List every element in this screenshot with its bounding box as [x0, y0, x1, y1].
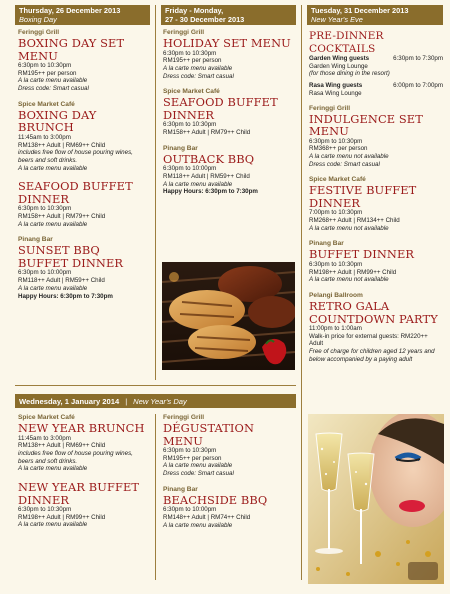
menu-line: Walk-in price for external guests: RM220++ Adult: [309, 332, 428, 348]
menu-line: A la carte menu available: [18, 77, 88, 85]
menu-title: BOXING DAY SET MENU: [18, 36, 125, 63]
menu-title: PRE-DINNER COCKTAILS: [309, 30, 384, 55]
venue-name: Feringgi Grill: [309, 104, 351, 112]
menu-line: A la carte menu not available: [309, 152, 389, 160]
column-wed-right: [163, 414, 296, 537]
menu-line: RM198++ Adult | RM99++ Child: [18, 513, 106, 521]
menu-block: [163, 145, 296, 196]
menu-line: RM368++ per person: [309, 145, 368, 153]
venue-name: Feringgi Grill: [18, 29, 60, 36]
menu-line: 6:30pm to 10:30pm: [163, 49, 217, 57]
menu-line: RM158++ Adult | RM79++ Child: [163, 129, 251, 137]
menu-line: 6:30pm to 10:00pm: [163, 506, 217, 514]
menu-title: INDULGENCE SET MENU: [309, 111, 423, 139]
column-fri-mon: [163, 29, 296, 204]
menu-line: 6:30pm to 10:30pm: [18, 205, 72, 213]
header-subtitle: New Year's Eve: [311, 15, 363, 24]
menu-line: RM118++ Adult | RM59++ Child: [163, 172, 250, 180]
menu-line: RM268++ Adult | RM134++ Child: [309, 217, 400, 225]
menu-block: [18, 29, 150, 93]
bbq-food-photo: [162, 262, 295, 370]
menu-line: RM138++ Adult | RM69++ Child: [18, 442, 106, 450]
menu-title: DÉGUSTATION MENU: [163, 421, 255, 448]
column-tuesday: [309, 30, 443, 372]
party-image: [308, 414, 444, 584]
menu-title: NEW YEAR BUFFET DINNER: [18, 480, 140, 507]
menu-title: OUTBACK BBQ: [163, 151, 255, 166]
pre-dinner-block: [309, 30, 443, 98]
menu-block: [163, 414, 296, 478]
menu-line: A la carte menu available: [18, 164, 88, 172]
guest-time: 6:30pm to 7:30pm: [393, 55, 443, 62]
column-divider: [155, 414, 156, 580]
menu-line: includes free flow of house pouring wines, beers and soft drinks.: [18, 149, 133, 164]
guest-place: Garden Wing Lounge: [309, 62, 368, 70]
menu-line: RM198++ Adult | RM99++ Child: [309, 268, 397, 276]
menu-line: 6:30pm to 10:00pm: [18, 269, 72, 277]
menu-line: A la carte menu available: [163, 180, 233, 188]
menu-block: [18, 414, 150, 473]
venue-name: Feringgi Grill: [163, 414, 205, 421]
menu-block: [163, 88, 296, 136]
menu-block: [163, 486, 296, 530]
venue-name: Pinang Bar: [163, 485, 198, 493]
menu-line: A la carte menu not available: [309, 276, 389, 284]
guest-note: (for those dining in the resort): [309, 70, 390, 78]
menu-line: A la carte menu available: [163, 521, 233, 529]
menu-line: A la carte menu available: [18, 284, 88, 292]
menu-line: 6:30pm to 10:30pm: [309, 137, 363, 145]
venue-name: Pinang Bar: [309, 240, 344, 248]
menu-title: SUNSET BBQ BUFFET DINNER: [18, 243, 124, 270]
header-date: Wednesday, 1 January 2014: [19, 396, 120, 406]
header-fri-mon: [161, 5, 296, 25]
menu-line: Free of charge for children aged 12 years and below accompanied by a paying adult: [309, 348, 435, 363]
header-thursday: [15, 5, 150, 25]
header-date: Tuesday, 31 December 2013: [311, 6, 409, 15]
menu-line: RM195++ per person: [163, 57, 222, 65]
menu-line: Dress code: Smart casual: [163, 470, 234, 478]
header-subtitle: New Year's Day: [133, 396, 187, 406]
menu-line: includes free flow of house pouring wines, beers and soft drinks.: [18, 449, 133, 465]
menu-line: 6:30pm to 10:30pm: [18, 62, 72, 69]
section-divider: [15, 385, 296, 386]
column-thursday: [18, 29, 150, 308]
guest-name: Rasa Wing guests: [309, 82, 363, 90]
bbq-image: [162, 262, 295, 370]
guest-time: 6:00pm to 7:00pm: [393, 82, 443, 90]
venue-name: Pinang Bar: [163, 144, 198, 152]
menu-line: A la carte menu available: [18, 465, 88, 473]
menu-block: [309, 176, 443, 232]
column-divider: [301, 5, 302, 580]
menu-line: Dress code: Smart casual: [163, 72, 234, 80]
menu-title: BUFFET DINNER: [309, 247, 415, 262]
guest-row: [309, 55, 443, 63]
menu-line: RM195++ per person: [163, 454, 222, 462]
column-wed-left: [18, 414, 150, 537]
venue-name: Pinang Bar: [18, 236, 53, 244]
menu-line: RM158++ Adult | RM79++ Child: [18, 213, 106, 221]
menu-title: RETRO GALA COUNTDOWN PARTY: [309, 299, 438, 326]
header-date: Thursday, 26 December 2013: [19, 6, 121, 15]
menu-line: 6:30pm to 10:00pm: [163, 165, 217, 173]
venue-name: Spice Market Café: [163, 88, 220, 96]
menu-line: 11:45am to 3:00pm: [18, 133, 71, 141]
venue-name: Spice Market Café: [309, 176, 366, 184]
menu-block: [163, 29, 296, 80]
menu-line: RM138++ Adult | RM69++ Child: [18, 141, 106, 149]
header-subtitle: Boxing Day: [19, 15, 57, 24]
menu-line: 6:30pm to 10:30pm: [309, 260, 363, 268]
menu-title: BOXING DAY BRUNCH: [18, 107, 97, 135]
menu-line: A la carte menu not available: [309, 224, 389, 232]
menu-line: RM118++ Adult | RM59++ Child: [18, 277, 105, 285]
menu-line: 11:45am to 3:00pm: [18, 434, 71, 442]
venue-name: Feringgi Grill: [163, 29, 205, 36]
venue-name: Spice Market Café: [18, 414, 75, 421]
header-date: Friday - Monday,: [165, 6, 224, 15]
menu-title: NEW YEAR BRUNCH: [18, 421, 145, 435]
menu-block: [18, 236, 150, 300]
menu-line: 6:30pm to 10:30pm: [163, 121, 217, 129]
party-champagne-photo: [308, 414, 444, 584]
menu-block: [309, 292, 443, 364]
header-wednesday: [15, 394, 296, 408]
menu-line: Happy Hours: 6:30pm to 7:30pm: [18, 292, 113, 300]
menu-title: HOLIDAY SET MENU: [163, 36, 291, 50]
menu-block: [309, 105, 443, 169]
menu-line: Dress code: Smart casual: [309, 160, 380, 168]
menu-line: Happy Hours: 6:30pm to 7:30pm: [163, 188, 258, 196]
menu-block: [18, 101, 150, 173]
menu-title: SEAFOOD BUFFET DINNER: [18, 179, 133, 206]
guest-name: Garden Wing guests: [309, 55, 370, 62]
menu-line: Dress code: Smart casual: [18, 85, 89, 93]
menu-line: A la carte menu available: [18, 220, 88, 228]
menu-block: [309, 240, 443, 284]
menu-line: A la carte menu available: [163, 462, 233, 470]
header-separator: |: [125, 396, 128, 406]
menu-line: 6:30pm to 10:30pm: [163, 447, 217, 454]
menu-line: A la carte menu available: [18, 521, 88, 529]
header-tuesday: [307, 5, 443, 25]
menu-line: RM148++ Adult | RM74++ Child: [163, 514, 251, 522]
menu-line: RM195++ per person: [18, 69, 77, 77]
guest-row: [309, 82, 443, 90]
menu-title: SEAFOOD BUFFET DINNER: [163, 95, 278, 122]
menu-line: A la carte menu available: [163, 64, 233, 72]
menu-line: 7:00pm to 10:30pm: [309, 209, 363, 217]
menu-line: 11:00pm to 1:00am: [309, 325, 362, 333]
menu-block: [18, 481, 150, 529]
menu-title: FESTIVE BUFFET DINNER: [309, 183, 417, 210]
venue-name: Pelangi Ballroom: [309, 292, 363, 300]
menu-block: [18, 180, 150, 228]
column-divider: [155, 5, 156, 380]
venue-name: Spice Market Café: [18, 100, 75, 108]
menu-title: BEACHSIDE BBQ: [163, 492, 268, 507]
guest-place: Rasa Wing Lounge: [309, 89, 362, 97]
menu-line: 6:30pm to 10:30pm: [18, 506, 72, 514]
header-date-range: 27 - 30 December 2013: [165, 15, 245, 24]
